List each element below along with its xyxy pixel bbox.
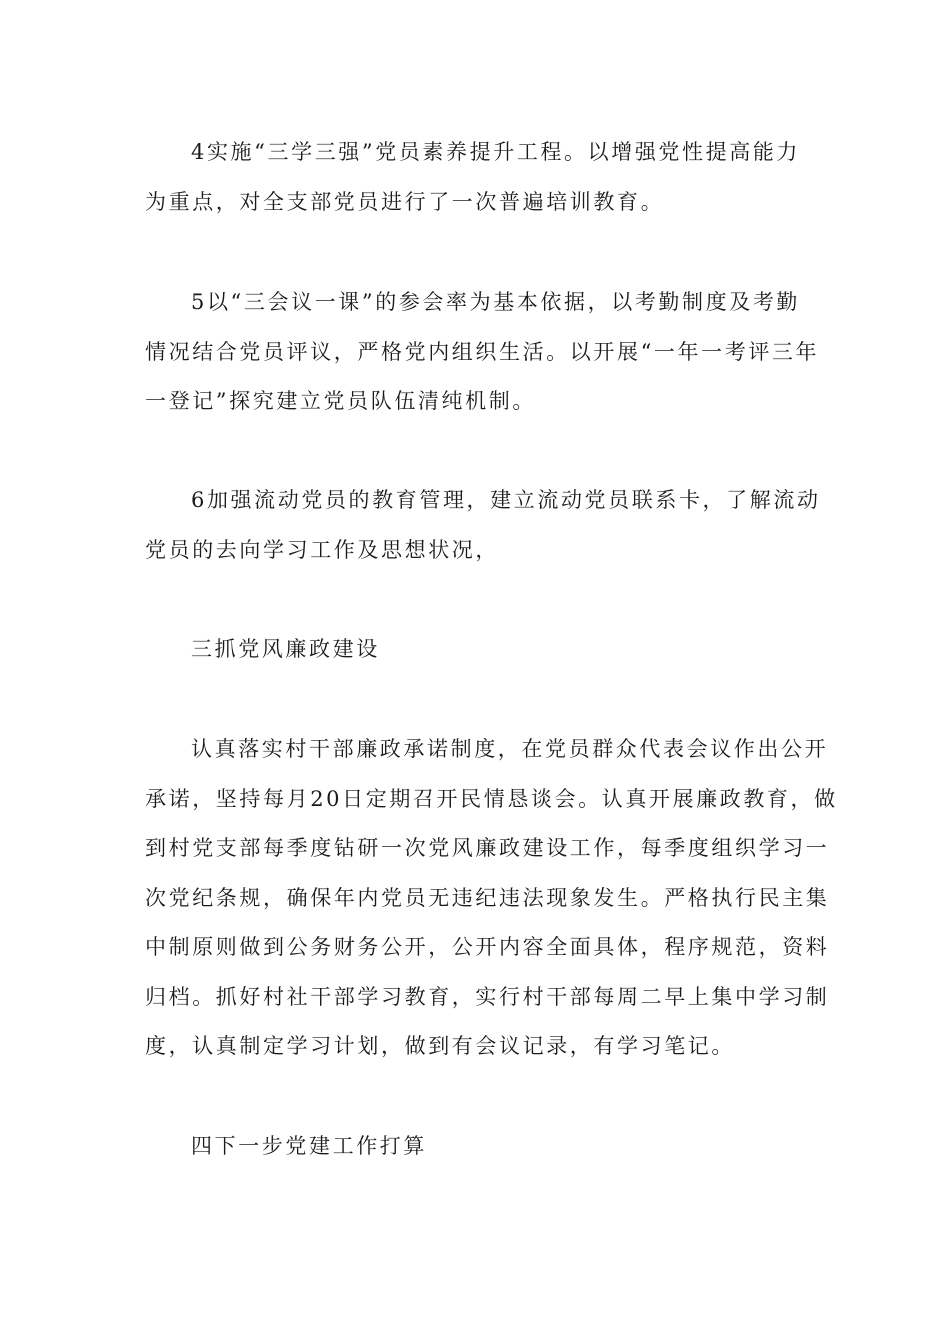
text-line: 情况结合党员评议，严格党内组织生活。以开展“一年一考评三年 — [145, 339, 820, 364]
text-line: 度，认真制定学习计划，做到有会议记录，有学习笔记。 — [145, 1034, 735, 1058]
text-line: 到村党支部每季度钻研一次党风廉政建设工作，每季度组织学习一 — [145, 836, 830, 860]
text-line: 党员的去向学习工作及思想状况， — [145, 537, 499, 562]
text-line: 认真落实村干部廉政承诺制度，在党员群众代表会议作出公开 — [191, 737, 829, 761]
paragraph-item-4 — [145, 128, 805, 227]
paragraph-item-5 — [145, 278, 820, 427]
text-line: 6加强流动党员的教育管理，建立流动党员联系卡，了解流动 — [191, 488, 821, 512]
text-line: 次党纪条规，确保年内党员无违纪违法现象发生。严格执行民主集 — [145, 885, 830, 910]
section-heading-3: 三抓党风廉政建设 — [191, 637, 380, 661]
text-line: 5以“三会议一课”的参会率为基本依据，以考勤制度及考勤 — [191, 290, 801, 314]
paragraph-item-6 — [145, 476, 821, 575]
text-line: 4实施“三学三强”党员素养提升工程。以增强党性提高能力 — [191, 140, 801, 164]
section-heading-4: 四下一步党建工作打算 — [191, 1134, 427, 1158]
text-line: 归档。抓好村社干部学习教育，实行村干部每周二早上集中学习制 — [145, 984, 830, 1009]
paragraph-integrity — [145, 725, 838, 1072]
text-line: 一登记”探究建立党员队伍清纯机制。 — [145, 389, 536, 413]
text-line: 中制原则做到公务财务公开，公开内容全面具体，程序规范，资料 — [145, 935, 830, 959]
text-line: 为重点，对全支部党员进行了一次普遍培训教育。 — [145, 189, 665, 214]
text-line: 承诺，坚持每月20日定期召开民情恳谈会。认真开展廉政教育，做 — [145, 786, 838, 811]
